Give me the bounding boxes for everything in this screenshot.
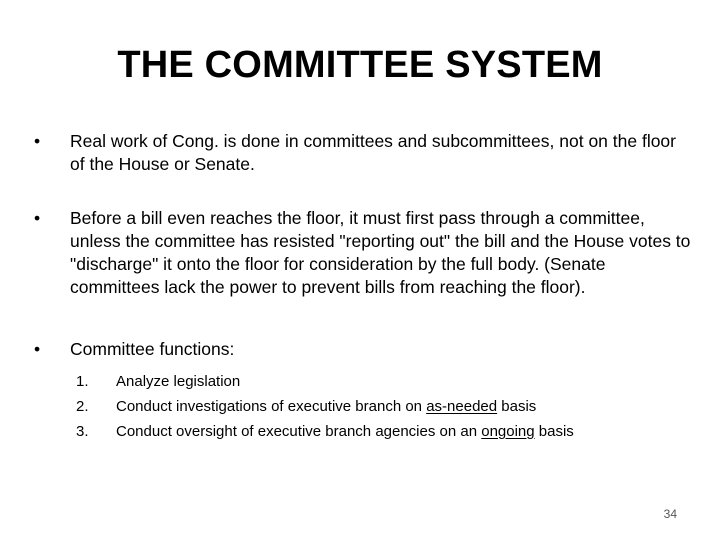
bullet-text: Before a bill even reaches the floor, it must first pass through a committee, unless the committee has resisted "reporting out" the bill and the House votes to "discharge" it onto the floor for consideration by the full body. (Senate committees lack the power to prevent bills from reaching the floor). — [70, 208, 691, 297]
function-emphasis: ongoing — [481, 423, 535, 440]
bullet-text: Real work of Cong. is done in committees and subcommittees, not on the floor of the House or Senate. — [70, 131, 676, 174]
function-item — [70, 394, 694, 419]
function-text-post: basis — [534, 423, 574, 440]
function-text-post: basis — [497, 398, 537, 415]
function-item — [70, 369, 694, 394]
bullet-item — [34, 130, 694, 176]
function-number: 3. — [76, 423, 89, 440]
bullet-item — [34, 207, 694, 299]
page-number: 34 — [663, 507, 677, 521]
function-item — [70, 419, 694, 444]
bullet-marker: • — [34, 339, 41, 359]
function-number: 2. — [76, 398, 89, 415]
function-text: Analyze legislation — [116, 373, 241, 390]
slide-title: THE COMMITTEE SYSTEM — [117, 44, 603, 86]
function-emphasis: as-needed — [426, 398, 498, 415]
bullet-marker: • — [34, 131, 41, 151]
bullet-item — [34, 338, 694, 444]
committee-functions-list — [70, 369, 694, 444]
bullet-text: Committee functions: — [70, 339, 235, 359]
bullet-marker: • — [34, 208, 41, 228]
bullet-list — [34, 130, 694, 444]
function-text-pre: Conduct oversight of executive branch agencies on an — [116, 423, 482, 440]
function-number: 1. — [76, 373, 89, 390]
function-text-pre: Conduct investigations of executive branch on — [116, 398, 427, 415]
